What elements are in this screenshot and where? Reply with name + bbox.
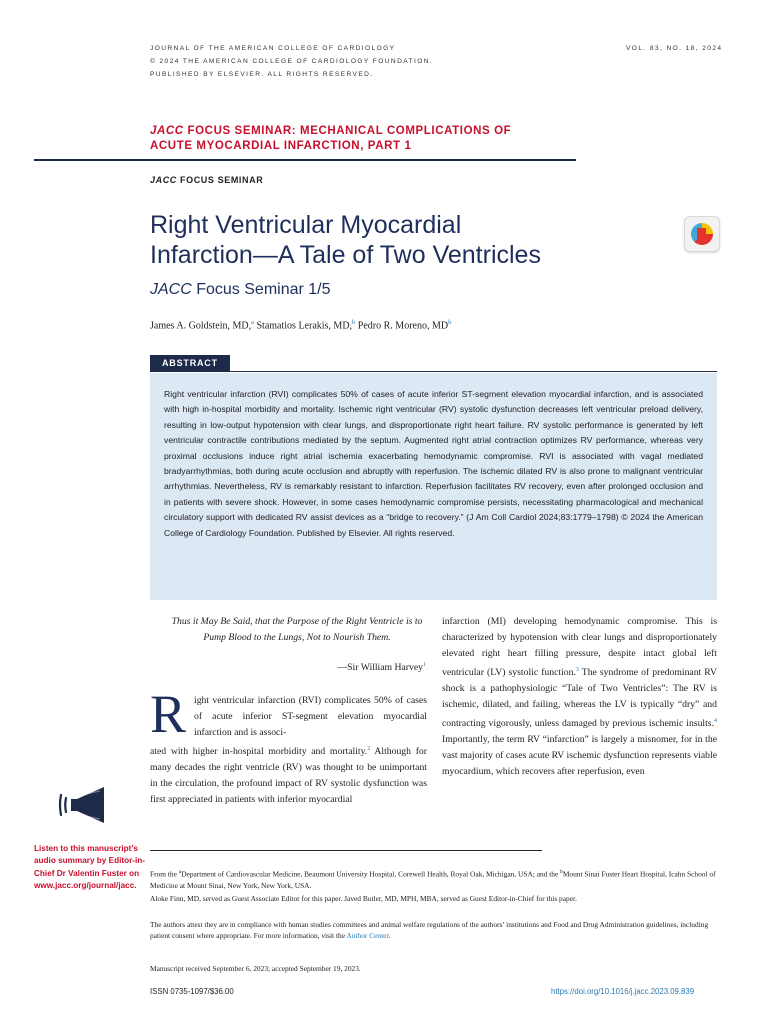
reference-link[interactable]: 2 [367,746,371,752]
epigraph-author: —Sir William Harvey [337,662,423,674]
audio-summary-link[interactable]: Listen to this manuscript’s audio summary by Editor-in-Chief Dr Valentin Fuster on www.jacc.org/journal/jacc. [34,844,145,891]
reference-link[interactable]: 1 [423,662,426,668]
copyright-line: © 2024 THE AMERICAN COLLEGE OF CARDIOLOGY FOUNDATION. [150,58,434,65]
affiliation-mark[interactable]: b [448,319,452,326]
body-text: ated with higher in-hospital morbidity and mortality. [150,746,368,758]
author-list [150,319,451,331]
series-heading [150,124,580,154]
series-line2: ACUTE MYOCARDIAL INFARCTION, PART 1 [150,140,412,152]
issn: ISSN 0735-1097/$36.00 [150,987,234,996]
section-rest: FOCUS SEMINAR [176,175,264,185]
affiliation-mark: b [560,869,563,875]
body-text: infarction (MI) developing hemodynamic compromise. This is characterized by hypotension with clear lungs and disproportionately elevated right heart filling pressure, despite intact global left ventricular (LV) systolic function. [442,616,717,679]
affiliation-mark[interactable]: a [251,319,254,326]
footnote-text: Department of Cardiovascular Medicine, Beaumont University Hospital, Corewell Health, Royal Oak, Michigan, USA; and the [181,869,561,879]
affiliation-mark[interactable]: b [352,319,356,326]
author-moreno[interactable]: Pedro R. Moreno, MD [355,320,449,332]
author-goldstein[interactable]: James A. Goldstein, MD, [150,320,252,332]
drop-cap: R [150,684,187,744]
section-label [150,175,263,185]
footnote-text: Mount Sinai Fuster Heart Hospital, Icahn School of Medicine at Mount Sinai, New York, New York, USA. [150,869,716,890]
abstract-label: ABSTRACT [150,355,230,371]
footnote-divider [150,850,542,851]
title-line-1: Right Ventricular Myocardial [150,211,462,239]
volume-info: VOL. 83, NO. 18, 2024 [626,45,723,52]
body-column-2 [442,614,717,780]
body-text: Importantly, the term RV “infarction” is largely a misnomer, for in the vast majority of cases acute RV ischemic dysfunction represents viable myocardium, which recovers after reperfusion, even [442,734,717,778]
editor-footnote: Aloke Finn, MD, served as Guest Associate Editor for this paper. Javed Butler, MD, MPH, MBA, served as Guest Editor-in-Chief for this paper. [150,894,577,903]
series-line1: FOCUS SEMINAR: MECHANICAL COMPLICATIONS OF [183,125,512,137]
section-jacc: JACC [150,175,177,185]
subtitle-jacc: JACC [150,281,192,298]
affiliation-mark: a [178,869,182,875]
author-center-link[interactable]: Author Center [346,931,389,941]
article-title [150,210,670,270]
body-paragraph-1-start: ight ventricular infarction (RVI) complicates 50% of cases of acute inferior ST-segment elevation myocardial infarction and is associ- [194,695,427,738]
reference-link[interactable]: 4 [714,718,717,725]
epigraph-quote: Thus it May Be Said, that the Purpose of the Right Ventricle is to Pump Blood to the Lungs, Not to Nourish Them. [171,616,423,643]
epigraph-attribution [168,662,426,673]
abstract-divider [150,371,717,372]
reference-link[interactable]: 3 [575,667,579,673]
speaker-audio-icon[interactable] [58,782,108,828]
body-text: Although for many decades the right ventricle (RV) was thought to be unimportant in the circulation, the profound impact of RV systolic dysfunction was first appreciated in patients with inferior myocardial [150,746,427,806]
compliance-footnote [150,919,718,942]
footnote-text: The authors attest they are in compliance with human studies committees and animal welfare regulations of the authors’ institutions and Food and Drug Administration guidelines, including patient consent where appropriate. For more information, visit the [150,920,709,941]
doi-link[interactable]: https://doi.org/10.1016/j.jacc.2023.09.839 [551,987,695,996]
publisher-line: PUBLISHED BY ELSEVIER. ALL RIGHTS RESERVED. [150,71,374,78]
abstract-text: Right ventricular infarction (RVI) complicates 50% of cases of acute inferior ST-segment elevation myocardial infarction, and is associated with high in-hospital morbidity and mortality. Ischemic right ventricular (RV) systolic dysfunction decreases left ventricular preload delivery, resulting in low-output hypotension with clear lungs, and disproportionate right heart failure. RV systolic performance is generated by left ventricular contractile contributions mediated by the septum. Augmented right atrial contraction optimizes RV performance, whereas very proximal occlusions induce right atrial ischemia exacerbating hemodynamic compromise. RVI is associated with vagal mediated bradyarrhythmias, both during acute occlusion and abruptly with reperfusion. The ischemic dilated RV is also prone to malignant ventricular arrhythmias. Nevertheless, RV is remarkably resistant to infarction. Reperfusion facilitates RV recovery, even after prolonged occlusion and in patients with severe shock. However, in some cases hemodynamic compromise persists, necessitating pharmacological and mechanical circulatory support with dedicated RV assist devices as a “bridge to recovery.” (J Am Coll Cardiol 2024;83:1779–1798) © 2024 the American College of Cardiology Foundation. Published by Elsevier. All rights reserved. [150,373,717,600]
body-text: The syndrome of predominant RV shock is a pathophysiologic “Tale of Two Ventricles”: The RV is ischemic, dilated, and failing, whereas the LV is typically “dry” and contracting vigorously, unless damaged by previous ischemic insults. [442,667,717,730]
series-divider [34,159,576,161]
affiliations-footnote [150,867,718,891]
footnote-text: From the [150,869,179,879]
title-line-2: Infarction—A Tale of Two Ventricles [150,241,541,269]
footnote-text: . [388,931,391,941]
body-paragraph-1-cont [150,741,427,808]
crossmark-icon[interactable] [684,216,720,252]
article-subtitle [150,281,331,299]
subtitle-rest: Focus Seminar 1/5 [191,281,331,298]
series-jacc: JACC [150,125,184,137]
manuscript-dates: Manuscript received September 6, 2023; accepted September 19, 2023. [150,964,361,973]
author-lerakis[interactable]: Stamatios Lerakis, MD, [254,320,353,332]
journal-name: JOURNAL OF THE AMERICAN COLLEGE OF CARDIOLOGY [150,45,396,52]
